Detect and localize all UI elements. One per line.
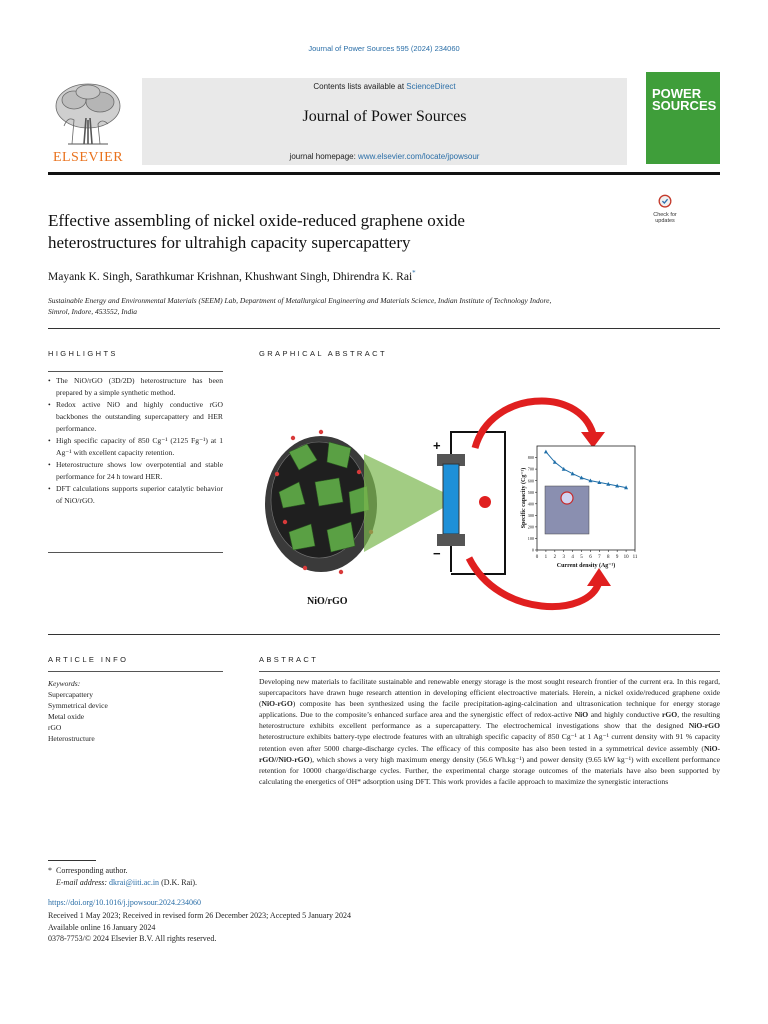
plus-sign: +	[433, 438, 441, 453]
abstract-bold: NiO-rGO	[261, 699, 293, 709]
y-tick-label: 500	[527, 489, 534, 495]
affiliation-line1: Sustainable Energy and Environmental Materials (SEEM) Lab, Department of Metallurgical Engineering and Materials Science, Indian Institute of Technology Indore,	[48, 296, 552, 305]
footnote-mark: *	[48, 866, 52, 875]
email-suffix: (D.K. Rai).	[161, 878, 198, 887]
header-rule	[48, 172, 720, 175]
check-updates-line1: Check for	[653, 212, 677, 218]
article-title-line1: Effective assembling of nickel oxide-reduced graphene oxide	[48, 211, 465, 230]
footnote	[48, 865, 197, 889]
chart-inset-badge-icon	[561, 492, 573, 504]
keywords-list	[48, 689, 218, 744]
affiliation	[48, 295, 688, 317]
abstract-text: ), which shows a very high maximum energy density (56.6 Wh.kg⁻¹) and power density (9.65 kW kg⁻¹) with excellent performance retention for 10000 charge/discharge cycles. Further, the experimental charge storage outcomes of the materials have also been supported by calculating the energetics of OH* adsorption using DFT. This work provides a facile approach to maximize the synergistic interactions	[259, 754, 720, 786]
y-tick-label: 300	[527, 512, 534, 518]
abstract-bold: NiO-rGO	[688, 721, 720, 731]
x-tick-label: 4	[571, 555, 574, 560]
abstract-text: ) composite has been synthesized using the facile precipitation-aging-calcination and ultrasonication technique for energy storage applications. Due to the composite’s enhanced surface area and the synergistic effect of redox-active	[259, 699, 720, 720]
x-tick-label: 2	[553, 555, 557, 560]
x-tick-label: 11	[632, 555, 638, 560]
abstract-rule	[259, 671, 720, 672]
abstract-bold: NiO-rGO//NiO-rGO	[259, 743, 720, 764]
lower-arrowhead-icon	[587, 568, 611, 586]
author-list: Mayank K. Singh, Sarathkumar Krishnan, Khushwant Singh, Dhirendra K. Rai*	[48, 269, 416, 283]
footnote-rule	[48, 860, 96, 861]
cover-title-line1: POWER	[652, 86, 702, 101]
y-tick-label: 600	[527, 478, 534, 484]
highlight-item: • High specific capacity of 850 Cg⁻¹ (2125 Fg⁻¹) at 1 Ag⁻¹ with excellent capacity retention.	[48, 435, 223, 459]
article-title-line2: heterostructures for ultrahigh capacity supercapattery	[48, 233, 411, 252]
affiliation-rule	[48, 328, 720, 329]
minus-sign: −	[433, 546, 441, 561]
keyword-item[interactable]: Heterostructure	[48, 734, 95, 743]
highlights-list	[48, 375, 223, 507]
keyword-item[interactable]: Symmetrical device	[48, 701, 108, 710]
corresponding-text: Corresponding author.	[56, 866, 128, 875]
author-name[interactable]: Sarathkumar Krishnan	[135, 270, 240, 283]
x-tick-label: 3	[562, 555, 565, 560]
y-tick-label: 200	[527, 524, 534, 530]
email-label: E-mail address:	[56, 878, 108, 887]
homepage-prefix: journal homepage:	[289, 152, 359, 161]
y-tick-label: 400	[527, 501, 534, 507]
email-note	[48, 877, 197, 889]
journal-reference[interactable]: Journal of Power Sources 595 (2024) 234060	[308, 44, 460, 53]
abstract-bold: rGO	[662, 710, 678, 720]
journal-cover-title	[652, 88, 716, 112]
x-tick-label: 5	[580, 555, 583, 560]
abstract-text: , the resulting heterostructure exhibits excellent performance as a supercapattery. The electrochemical investigations show that the designed	[259, 710, 721, 731]
x-tick-label: 10	[623, 555, 629, 560]
email-link[interactable]: dkrai@iiti.ac.in	[109, 878, 160, 887]
author-name[interactable]: Dhirendra K. Rai	[332, 270, 413, 283]
highlight-item: • Redox active NiO and highly conductive rGO backbones the outstanding supercapattery and HER performance.	[48, 399, 223, 435]
abstract-body	[259, 676, 720, 787]
x-tick-label: 0	[535, 555, 539, 560]
abstract-text: Developing new materials to facilitate sustainable and renewable energy storage is the most sought research frontier of the current era. In this regard, supercapacitors have drawn huge research attention in developing efficient electroactive materials. Herein, a nickel oxide/reduced graphene oxide (	[259, 677, 720, 709]
y-tick-label: 800	[527, 455, 534, 461]
article-info-rule	[48, 671, 223, 672]
journal-title: Journal of Power Sources	[302, 108, 467, 125]
y-tick-label: 0	[531, 547, 534, 553]
abstract-text: heterostructure exhibits battery-type electrode features with an ultrahigh specific capacity of 850 Cg⁻¹ at 1 Ag⁻¹ current density with 91 % capacity retention even after 5000 charge-discharge cycles. The efficacy of this composite has also been tested in a symmetrical device assembly (	[259, 732, 720, 753]
keyword-item[interactable]: rGO	[48, 723, 62, 732]
author-name[interactable]: Khushwant Singh	[244, 270, 327, 283]
corresponding-note	[48, 865, 197, 877]
nio-rgo-structure	[265, 430, 377, 574]
publication-dates	[48, 910, 351, 945]
highlights-heading: HIGHLIGHTS	[48, 349, 118, 358]
homepage-line	[142, 152, 627, 161]
elsevier-wordmark: ELSEVIER	[52, 150, 124, 165]
upper-arrow-shape	[475, 401, 593, 448]
doi-link[interactable]: https://doi.org/10.1016/j.jpowsour.2024.234060	[48, 898, 201, 907]
beam-shape	[364, 454, 443, 552]
sciencedirect-link[interactable]: ScienceDirect	[406, 82, 456, 91]
highlight-item: • Heterostructure shows low overpotential and stable performance for 24 h toward HER.	[48, 459, 223, 483]
highlight-item: • DFT calculations supports superior catalytic behavior of NiO/rGO.	[48, 483, 223, 507]
check-updates-line2: updates	[655, 218, 675, 224]
contents-prefix: Contents lists available at	[313, 82, 407, 91]
graphical-abstract-heading: GRAPHICAL ABSTRACT	[259, 349, 387, 358]
check-for-updates-label[interactable]	[646, 212, 684, 224]
received-dates: Received 1 May 2023; Received in revised form 26 December 2023; Accepted 5 January 2024	[48, 911, 352, 920]
x-tick-label: 7	[598, 555, 601, 560]
x-axis-label: Current density (Ag⁻¹)	[556, 563, 616, 569]
section-rule	[48, 634, 720, 635]
led-icon	[479, 496, 491, 508]
keywords-label: Keywords:	[48, 679, 81, 688]
y-axis-label: Specific capacity (Cg⁻¹)	[521, 467, 527, 529]
x-tick-label: 8	[607, 555, 610, 560]
capacity-chart	[520, 446, 638, 569]
article-info-heading: ARTICLE INFO	[48, 655, 129, 664]
copyright: 0378-7753/© 2024 Elsevier B.V. All rights reserved.	[48, 934, 217, 943]
x-tick-label: 9	[615, 555, 619, 560]
homepage-link[interactable]: www.elsevier.com/locate/jpowsour	[358, 152, 480, 161]
author-name[interactable]: Mayank K. Singh	[48, 270, 130, 283]
abstract-bold: NiO	[574, 710, 589, 720]
article-title	[48, 210, 608, 254]
y-tick-label: 700	[527, 466, 534, 472]
highlight-item: • The NiO/rGO (3D/2D) heterostructure has been prepared by a simple synthetic method.	[48, 375, 223, 399]
online-date: Available online 16 January 2024	[48, 922, 156, 932]
cover-title-line2: SOURCES	[652, 98, 717, 113]
abstract-heading: ABSTRACT	[259, 655, 319, 664]
contents-line	[142, 82, 627, 91]
corresponding-mark[interactable]: *	[412, 269, 416, 277]
y-tick-label: 100	[527, 536, 534, 542]
keyword-item[interactable]: Supercapattery	[48, 690, 93, 699]
graphical-abstract-figure[interactable]	[259, 382, 645, 614]
keyword-item[interactable]: Metal oxide	[48, 712, 85, 721]
material-label: NiO/rGO	[307, 596, 348, 607]
affiliation-line2: Simrol, Indore, 453552, India	[48, 307, 138, 316]
abstract-text: and highly conductive	[588, 710, 663, 720]
x-tick-label: 6	[589, 555, 592, 560]
x-tick-label: 1	[544, 555, 548, 560]
